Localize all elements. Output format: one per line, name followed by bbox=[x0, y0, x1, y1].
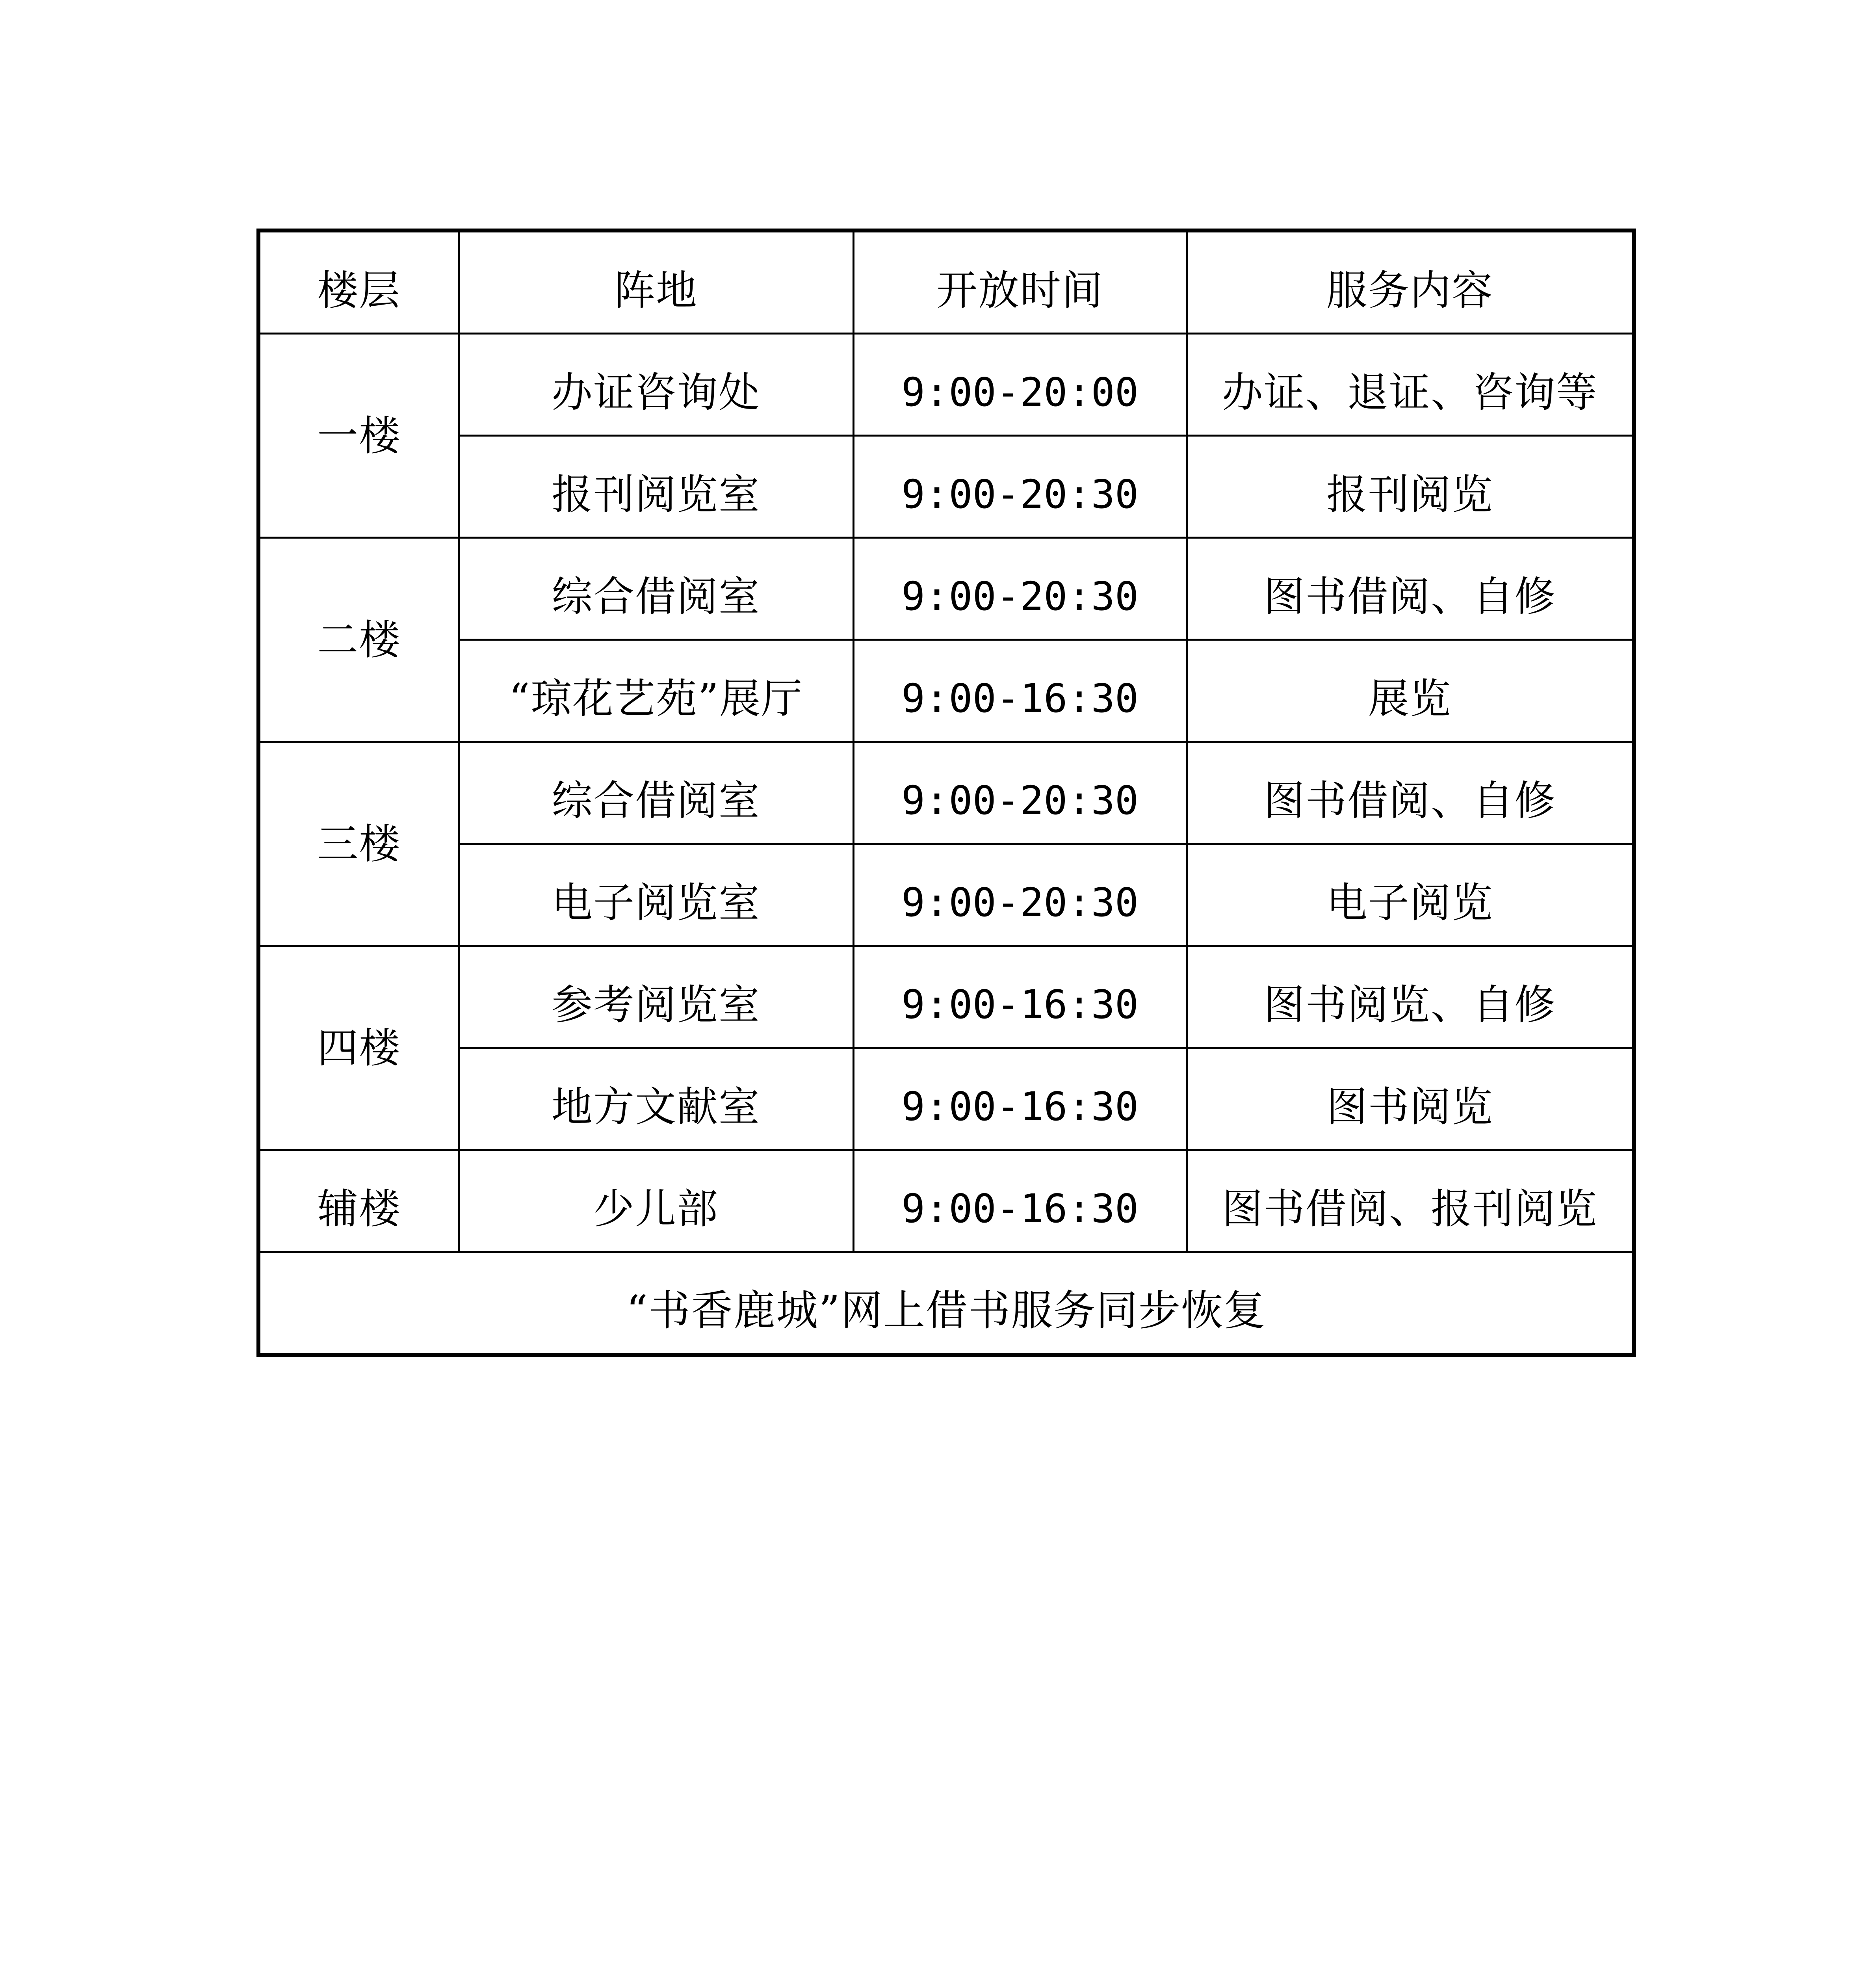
service-cell: 图书阅览 bbox=[1187, 1048, 1634, 1150]
table-row bbox=[258, 538, 1634, 640]
footer-note: “书香鹿城”网上借书服务同步恢复 bbox=[258, 1252, 1634, 1355]
table-row bbox=[258, 436, 1634, 538]
floor-cell: 四楼 bbox=[258, 946, 459, 1150]
service-cell: 办证、退证、咨询等 bbox=[1187, 334, 1634, 436]
service-cell: 图书阅览、自修 bbox=[1187, 946, 1634, 1048]
table-row bbox=[258, 1048, 1634, 1150]
hours-cell: 9:00-16:30 bbox=[853, 946, 1187, 1048]
header-service: 服务内容 bbox=[1187, 230, 1634, 334]
table-row bbox=[258, 640, 1634, 742]
service-cell: 图书借阅、报刊阅览 bbox=[1187, 1150, 1634, 1252]
table-row bbox=[258, 742, 1634, 844]
table-row bbox=[258, 334, 1634, 436]
floor-cell: 辅楼 bbox=[258, 1150, 459, 1252]
hours-cell: 9:00-20:30 bbox=[853, 538, 1187, 640]
hours-cell: 9:00-16:30 bbox=[853, 1150, 1187, 1252]
hours-cell: 9:00-20:00 bbox=[853, 334, 1187, 436]
floor-cell: 三楼 bbox=[258, 742, 459, 946]
header-venue: 阵地 bbox=[459, 230, 853, 334]
floor-cell: 二楼 bbox=[258, 538, 459, 742]
floor-cell: 一楼 bbox=[258, 334, 459, 538]
opening-hours-table bbox=[256, 229, 1636, 1357]
table-footer-row bbox=[258, 1252, 1634, 1355]
venue-cell: 地方文献室 bbox=[459, 1048, 853, 1150]
table-row bbox=[258, 1150, 1634, 1252]
hours-cell: 9:00-20:30 bbox=[853, 436, 1187, 538]
service-cell: 电子阅览 bbox=[1187, 844, 1634, 946]
table-row bbox=[258, 844, 1634, 946]
hours-cell: 9:00-16:30 bbox=[853, 1048, 1187, 1150]
venue-cell: “琼花艺苑”展厅 bbox=[459, 640, 853, 742]
venue-cell: 报刊阅览室 bbox=[459, 436, 853, 538]
header-floor: 楼层 bbox=[258, 230, 459, 334]
venue-cell: 办证咨询处 bbox=[459, 334, 853, 436]
hours-cell: 9:00-20:30 bbox=[853, 742, 1187, 844]
venue-cell: 综合借阅室 bbox=[459, 742, 853, 844]
venue-cell: 综合借阅室 bbox=[459, 538, 853, 640]
venue-cell: 参考阅览室 bbox=[459, 946, 853, 1048]
hours-cell: 9:00-20:30 bbox=[853, 844, 1187, 946]
hours-cell: 9:00-16:30 bbox=[853, 640, 1187, 742]
service-cell: 报刊阅览 bbox=[1187, 436, 1634, 538]
service-cell: 图书借阅、自修 bbox=[1187, 538, 1634, 640]
table-header-row bbox=[258, 230, 1634, 334]
venue-cell: 少儿部 bbox=[459, 1150, 853, 1252]
header-hours: 开放时间 bbox=[853, 230, 1187, 334]
service-cell: 图书借阅、自修 bbox=[1187, 742, 1634, 844]
venue-cell: 电子阅览室 bbox=[459, 844, 853, 946]
table-row bbox=[258, 946, 1634, 1048]
service-cell: 展览 bbox=[1187, 640, 1634, 742]
